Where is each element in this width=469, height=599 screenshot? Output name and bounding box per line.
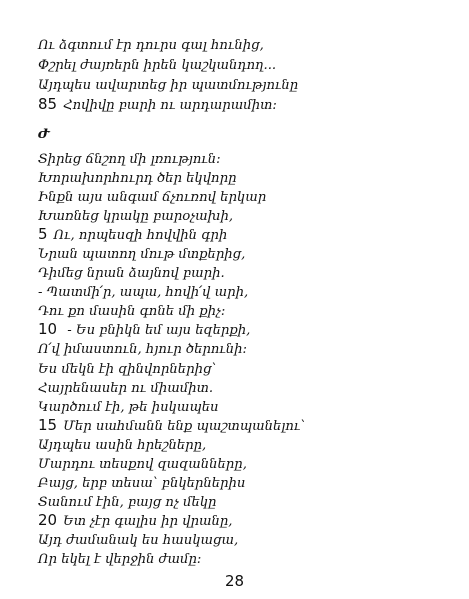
verse-text: Փշրել ժայռերն իրեն կաշկանդող... — [38, 58, 277, 73]
verse-line — [38, 281, 248, 301]
verse-line — [38, 94, 277, 114]
verse-text: - Պատմի՛ր, ապա, հովի՛վ արի, — [38, 285, 249, 301]
verse-line — [38, 548, 201, 568]
verse-line — [38, 377, 213, 397]
verse-text: Ինքն այս անգամ ճչուռով երկար — [38, 190, 267, 206]
verse-line — [38, 472, 245, 492]
verse-line — [38, 243, 245, 263]
verse-text: Խորախորհուրդ ծեր եկվորը — [38, 171, 237, 187]
verse-text: Այդ ժամանակ ես հասկացա, — [38, 532, 239, 548]
verse-text: Խառնեց կրակը բարօչախի, — [38, 209, 234, 225]
verse-text: - Ես բնիկն եմ այս եզերքի, — [63, 323, 251, 339]
verse-text: Ու ձգտում էր դուրս գալ հունից, — [38, 38, 264, 53]
verse-line — [38, 319, 250, 339]
verse-text: Հովիվը բարի ու արդարամիտ: — [63, 98, 277, 113]
verse-line — [38, 358, 216, 378]
verse-line — [38, 262, 225, 282]
line-number: 5 — [38, 225, 48, 244]
verse-line — [38, 453, 247, 473]
verse-text: Մարդու տեսքով զազանները, — [38, 456, 247, 472]
verse-line — [38, 205, 233, 225]
verse-line — [38, 148, 221, 168]
verse-line — [38, 34, 264, 54]
verse-line — [38, 510, 232, 530]
verse-text: Նրան պատող մութ մտքերից, — [38, 247, 246, 263]
verse-line — [38, 167, 236, 187]
verse-line — [38, 54, 276, 74]
verse-text: Բայց, երբ տեսա՝ բնկերներիս — [38, 475, 246, 491]
verse-line — [38, 415, 305, 435]
verse-line — [38, 186, 266, 206]
line-number: 15 — [38, 415, 58, 434]
verse-line — [38, 434, 206, 454]
verse-line — [38, 529, 238, 549]
verse-text: Որ եկել է վերջին ժամը: — [38, 552, 202, 567]
verse-text: Դիմեց նրան ձայնով բարի. — [38, 266, 225, 282]
verse-text: Ու, որպեսզի հովվին գրի — [53, 228, 228, 244]
line-number: 85 — [38, 95, 58, 113]
verse-text: Դու քո մասին գոնե մի քիչ: — [38, 304, 226, 320]
verse-line — [38, 491, 216, 511]
page-number: 28 — [224, 572, 245, 590]
verse-text: Ո՛վ իմաստուն, հյուր ծերունի: — [38, 342, 247, 358]
verse-text: Կարծում էի, թե իսկապես — [38, 399, 219, 415]
verse-text: Այդպես ասին հրեշները, — [38, 437, 207, 453]
section-heading: Ժ — [38, 127, 50, 142]
verse-text: Ես մեկն էի զինվորներից՝ — [38, 361, 217, 377]
verse-line — [38, 338, 247, 358]
verse-text: Այդպես ավարտեց իր պատմությունը — [38, 78, 299, 93]
line-number: 20 — [38, 510, 58, 529]
verse-line — [38, 224, 227, 244]
verse-line — [38, 300, 225, 320]
verse-text: Տիրեց ճնշող մի լռություն: — [38, 152, 221, 167]
verse-text: Մեր սահմանն ենք պաշտպանելու՝ — [63, 418, 306, 434]
verse-text: Ետ չէր գալիս իր վրանը, — [63, 513, 233, 529]
verse-text: Հայրենասեր ու միամիտ. — [38, 380, 214, 396]
verse-line — [38, 396, 219, 416]
verse-line — [38, 74, 298, 94]
line-number: 10 — [38, 320, 58, 339]
verse-text: Տանում էին, բայց ոչ մեկը — [38, 494, 217, 510]
